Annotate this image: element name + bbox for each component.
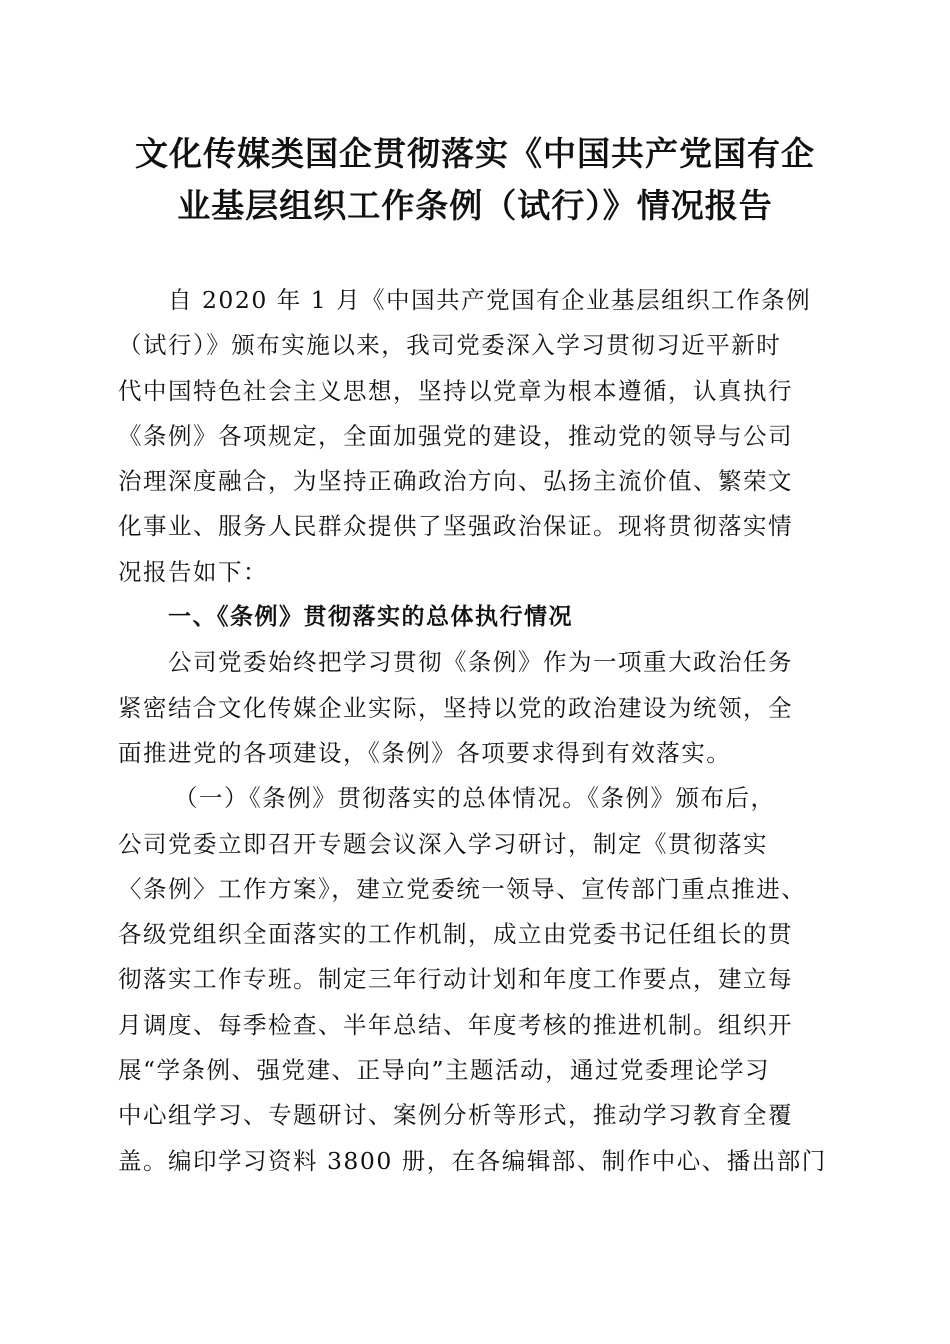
paragraph-line: 自 2020 年 1 月《中国共产党国有企业基层组织工作条例 (168, 286, 812, 314)
paragraph-line: 彻落实工作专班。制定三年行动计划和年度工作要点，建立每 (118, 965, 793, 994)
paragraph-line: 紧密结合文化传媒企业实际，坚持以党的政治建设为统领，全 (118, 693, 793, 722)
title-line-2: 业基层组织工作条例（试行）》情况报告 (177, 186, 773, 225)
paragraph-line: 盖。编印学习资料 3800 册，在各编辑部、制作中心、播出部门 (118, 1146, 827, 1175)
paragraph-line: 月调度、每季检查、半年总结、年度考核的推进机制。组织开 (118, 1010, 793, 1039)
paragraph-line: 治理深度融合，为坚持正确政治方向、弘扬主流价值、繁荣文 (118, 467, 793, 496)
paragraph-line: 展“学条例、强党建、正导向”主题活动，通过党委理论学习 (118, 1056, 771, 1085)
intro-paragraph (118, 278, 830, 595)
paragraph-line: 化事业、服务人民群众提供了坚强政治保证。现将贯彻落实情 (118, 512, 793, 541)
document-title (100, 128, 850, 232)
paragraph-line: 《条例》各项规定，全面加强党的建设，推动党的领导与公司 (118, 421, 793, 450)
paragraph-line: 中心组学习、专题研讨、案例分析等形式，推动学习教育全覆 (118, 1101, 793, 1130)
document-body (118, 278, 830, 1184)
paragraph-line: （试行）》颁布实施以来，我司党委深入学习贯彻习近平新时 (118, 331, 782, 360)
paragraph-line: 面推进党的各项建设，《条例》各项要求得到有效落实。 (118, 738, 732, 767)
paragraph-line: 代中国特色社会主义思想，坚持以党章为根本遵循，认真执行 (118, 376, 793, 405)
section-heading-1: 一、《条例》贯彻落实的总体执行情况 (168, 604, 573, 631)
paragraph-line: 各级党组织全面落实的工作机制，成立由党委书记任组长的贯 (118, 920, 793, 949)
paragraph-line: 公司党委立即召开专题会议深入学习研讨，制定《贯彻落实 (118, 829, 768, 858)
paragraph-line: （一）《条例》贯彻落实的总体情况。《条例》颁布后， (174, 784, 776, 813)
section1-paragraph (118, 640, 830, 776)
paragraph-line: 〈条例〉工作方案》，建立党委统一领导、宣传部门重点推进、 (118, 874, 807, 903)
subsection1-paragraph (118, 776, 830, 1184)
title-line-1: 文化传媒类国企贯彻落实《中国共产党国有企 (135, 134, 815, 173)
paragraph-line: 况报告如下： (118, 557, 268, 586)
paragraph-line: 公司党委始终把学习贯彻《条例》作为一项重大政治任务 (168, 648, 793, 677)
